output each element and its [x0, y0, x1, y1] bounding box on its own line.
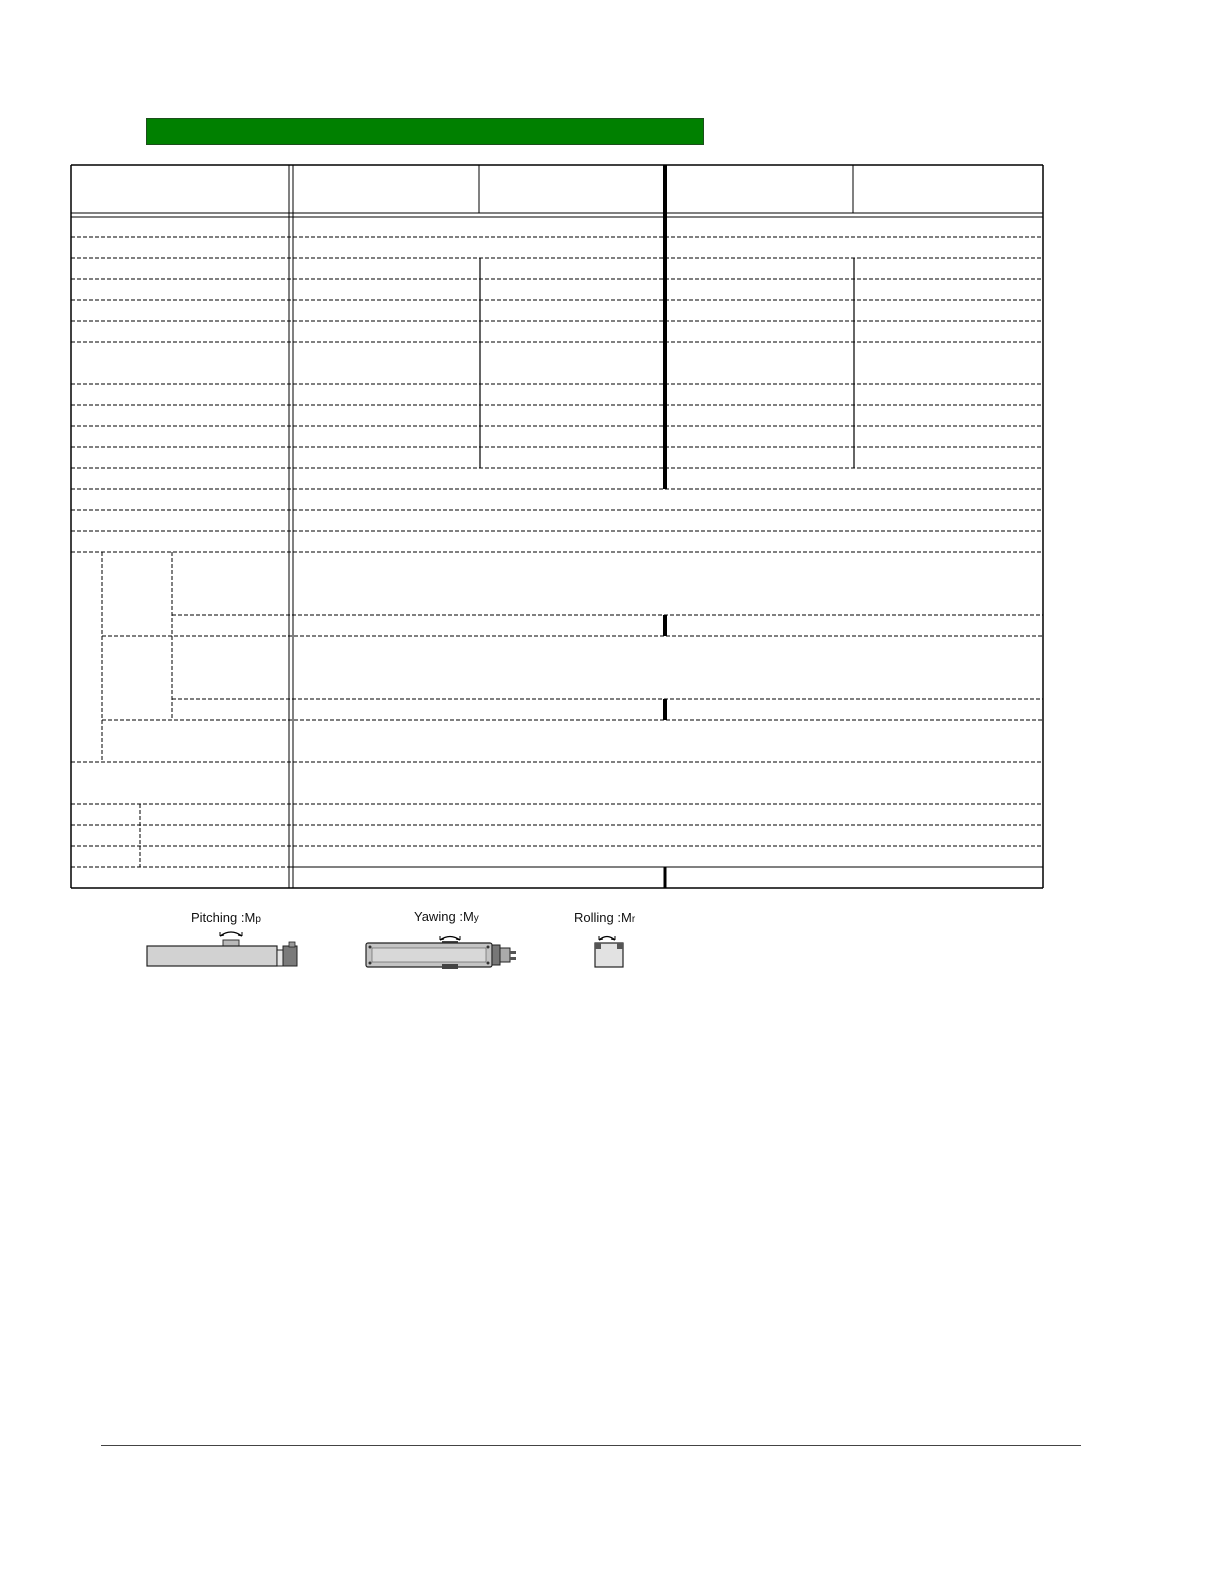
rolling-subscript: r: [631, 914, 636, 925]
yawing-symbol: M: [462, 909, 474, 924]
rolling-moment-icon: [585, 930, 635, 970]
footer-rule: [101, 1445, 1081, 1446]
yawing-moment-icon: [360, 930, 530, 974]
pitching-subscript: p: [255, 914, 261, 925]
yawing-separator: :: [459, 909, 463, 924]
rolling-caption: [574, 910, 635, 925]
yawing-label: Yawing: [414, 909, 456, 924]
rolling-separator: :: [617, 910, 621, 925]
pitching-separator: :: [240, 910, 245, 925]
rolling-label: Rolling: [574, 910, 614, 925]
section-title-bar: [146, 118, 704, 145]
pitching-label: Pitching: [191, 910, 238, 925]
yawing-caption: [414, 909, 479, 924]
rolling-symbol: M: [621, 910, 632, 925]
pitching-caption: [191, 910, 261, 925]
pitching-moment-icon: [140, 926, 305, 972]
pitching-symbol: M: [244, 910, 256, 925]
yawing-subscript: y: [473, 913, 479, 924]
